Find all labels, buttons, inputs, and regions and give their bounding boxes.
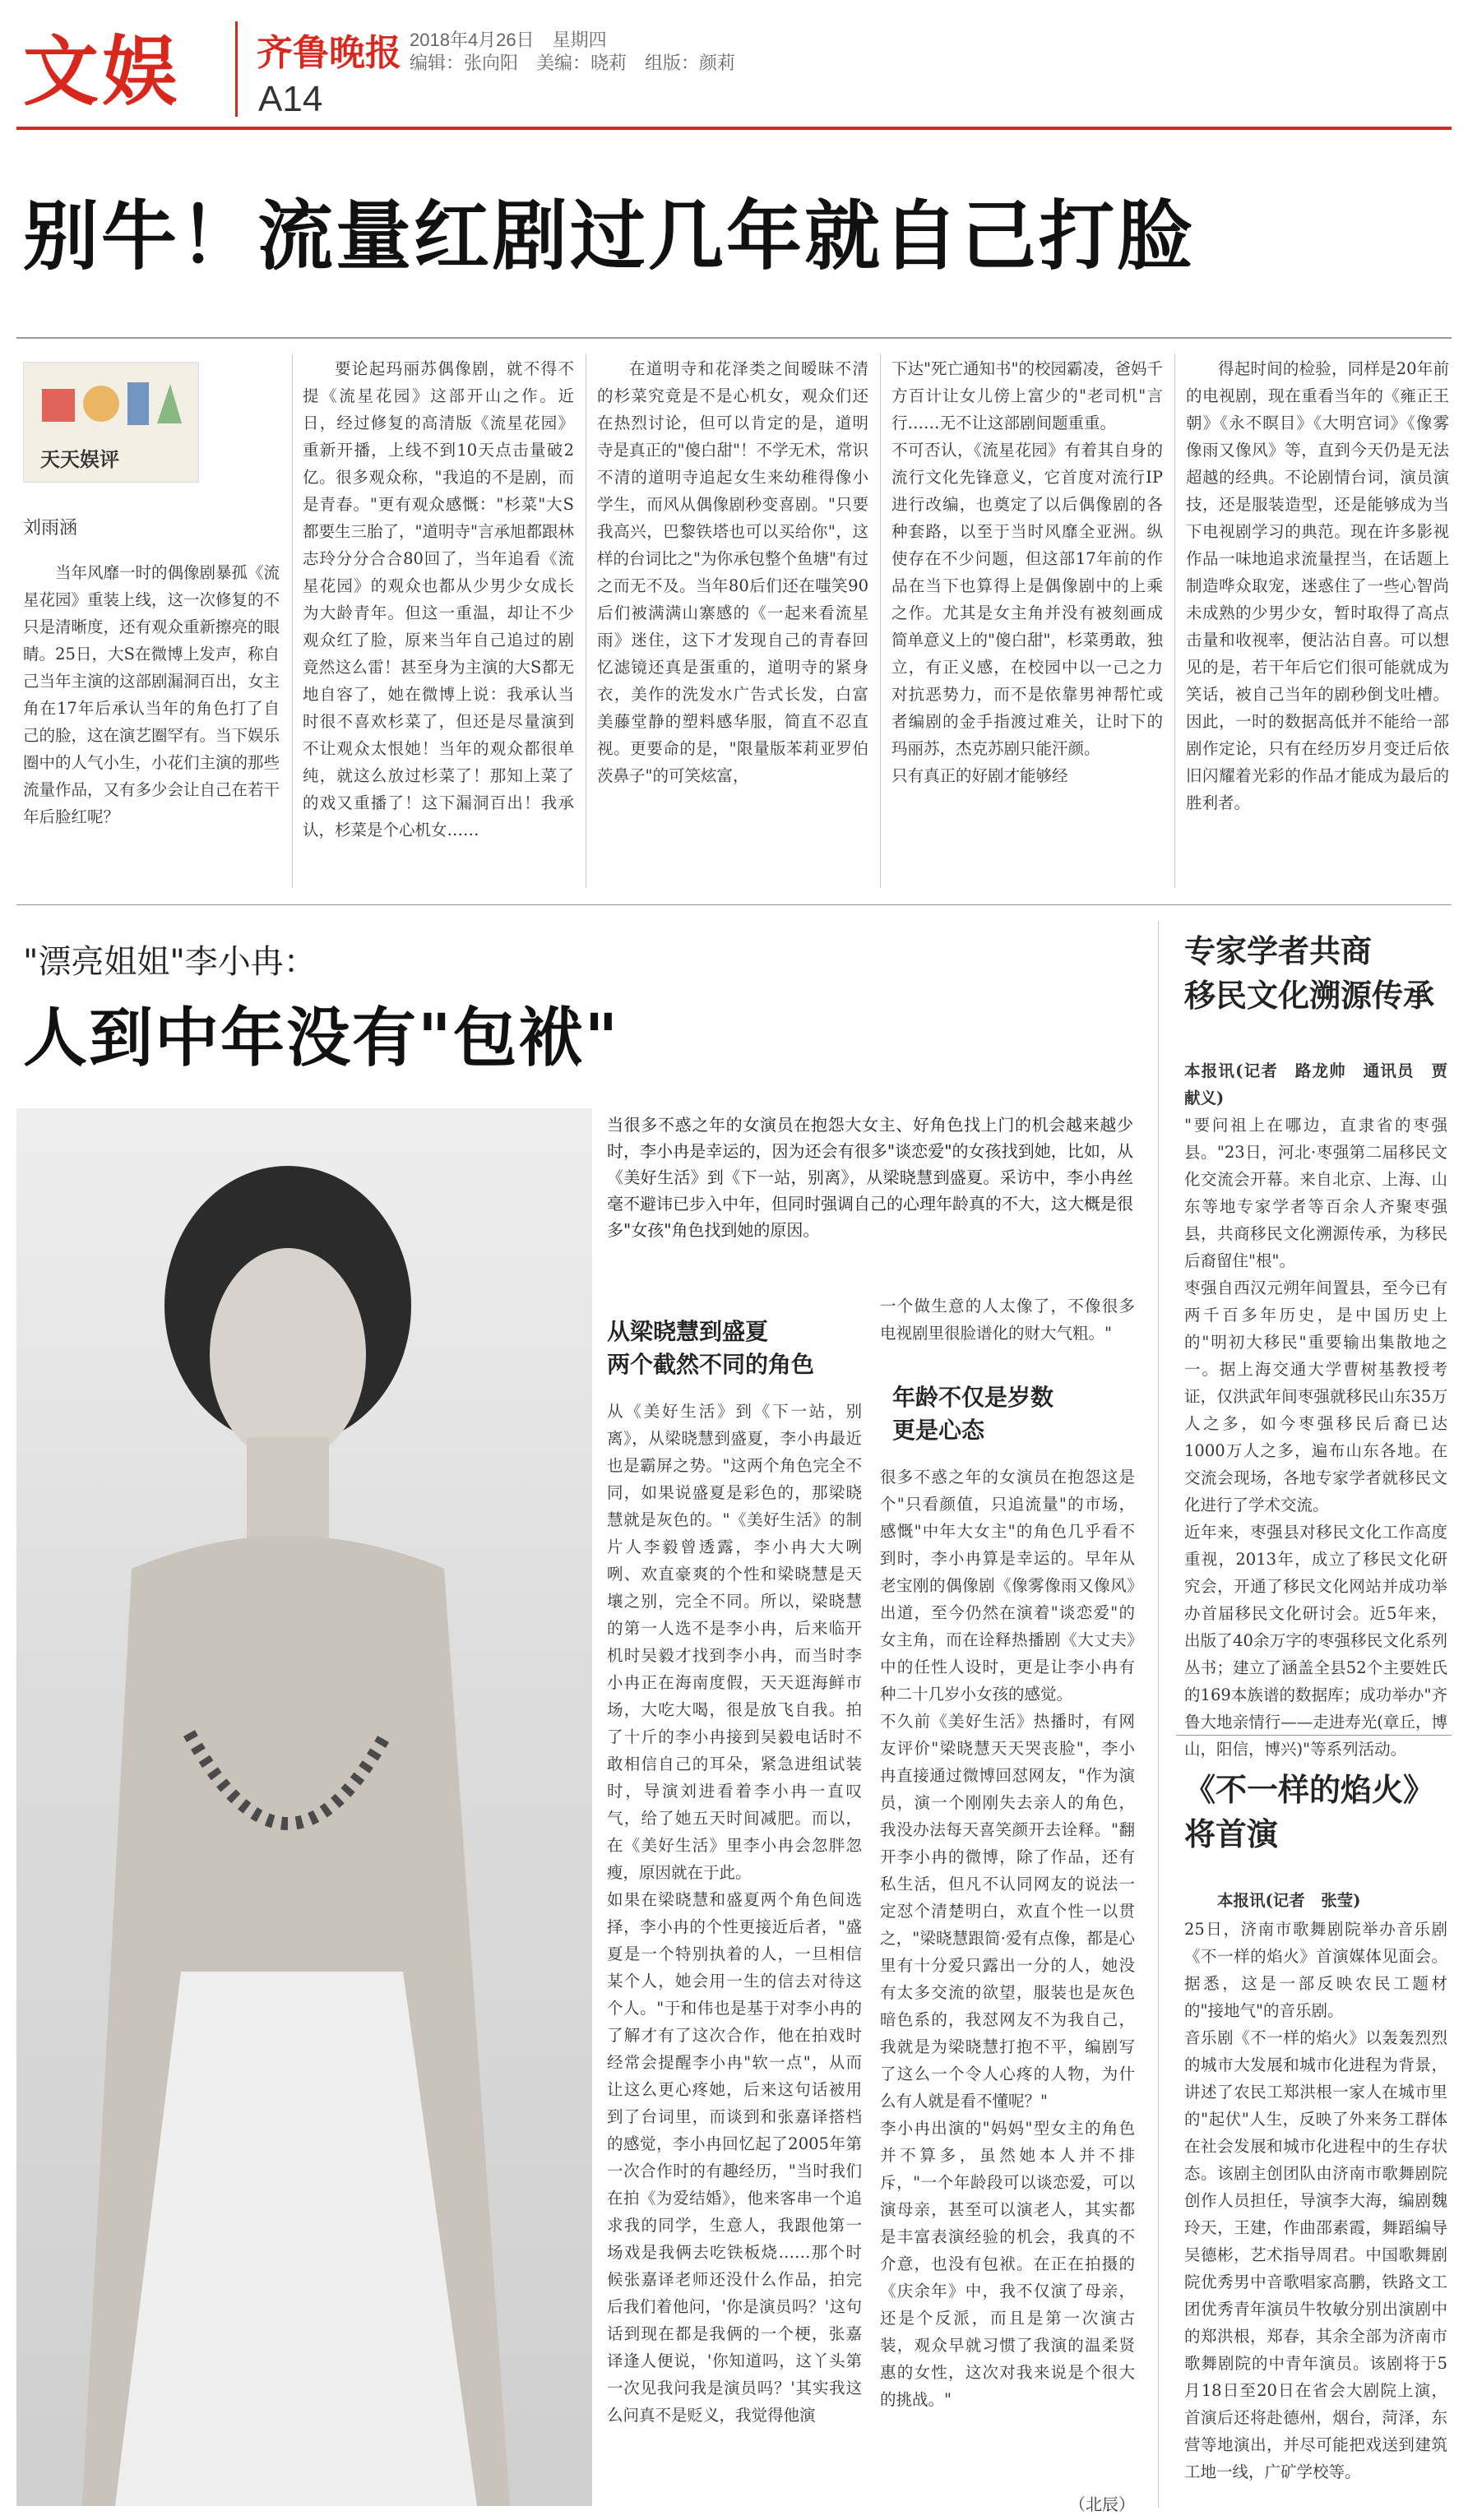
feature-intro: 当很多不惑之年的女演员在抱怨大女主、好角色找上门的机会越来越少时，李小冉是幸运的，因为还会有很多"谈恋爱"的女孩找到她，比如，从《美好生活》到《下一站，别离》，从梁晓慧到盛夏。采访中，李小冉丝毫不避讳已步入中年，但同时强调自己的心理年龄真的不大，这大概是很多"女孩"角色找到她的原因。: [607, 1115, 1133, 1240]
news1-headline: 专家学者共商 移民文化溯源传承: [1184, 933, 1435, 1014]
feature-column-b-top: 一个做生意的人太像了，不像很多电视剧里很脸谱化的财大气粗。": [880, 1297, 1135, 1343]
review-column-1: [23, 559, 280, 888]
feature-column-a: 从《美好生活》到《下一站，别离》，从梁晓慧到盛夏，李小冉最近也是霸屏之势。"这两个角色完全不同，如果说盛夏是彩色的，那梁晓慧就是灰色的。"《美好生活》的制片人李毅曾透露，李小冉大大咧咧、欢直豪爽的个性和梁晓慧是天壤之别，完全不同。所以，梁晓慧的第一人选不是李小冉，后来临开机时吴毅才找到李小冉，而当时李小冉正在海南度假，天天逛海鲜市场，大吃大喝，很是放飞自我。拍了十斤的李小冉接到吴毅电话时不敢相信自己的耳朵，紧急进组试装时，导演刘进看着李小冉一直叹气，给了她五天时间减肥。而以，在《美好生活》里李小冉会忽胖忽瘦，原因就在于此。 如果在梁晓慧和盛夏两个角色间选择，李小冉的个性更接近后者，"盛夏是一个特别执着的人，一旦相信某个人，她会用一生的信去对待这个人。"于和伟也是基于对李小冉的了解才有了这次合作，他在拍戏时经常会提醒李小冉"软一点"，从而让这么更心疼她，后来这句话被用到了台词里，而谈到和张嘉译搭档的感觉，李小冉回忆起了2005年第一次合作时的有趣经历，"当时我们在拍《为爱结婚》，他来客串一个追求我的同学，生意人，我跟他第一场戏是我俩去吃铁板烧……那个时候张嘉译老师还没什么作品，拍完后我们着他问，'你是演员吗？'这句话到现在都是我俩的一个梗，张嘉译逢人便说，'你知道吗，这丫头第一次见我问我是演员吗？'其实我这么问真不是贬义，我觉得他演: [607, 1402, 862, 2425]
page-number: A14: [258, 79, 323, 119]
review-paragraph: 要论起玛丽苏偶像剧，就不得不提《流星花园》这部开山之作。近日，经过修复的高清版《流星花园》重新开播，上线不到10天点击量破2亿。很多观众称，"我追的不是剧，而是青春。"更有观众感慨："杉菜"大S都要生三胎了，"道明寺"言承旭都跟林志玲分分合合80回了，当年追看《流星花园》的观众也都从少男少女成长为大龄青年。但这一重温，却让不少观众红了脸，原来当年自己追过的剧竟然这么雷！甚至身为主演的大S都无地自容了，她在微博上说：我承认当时很不喜欢杉菜了，但还是尽量演到不让观众太恨她！当年的观众都很单纯，就这么放过杉菜了！那知上菜了的戏又重播了！这下漏洞百出！我承认，杉菜是个心机女……: [303, 359, 574, 839]
column-rule: [1158, 921, 1159, 2508]
column-rule: [880, 354, 881, 888]
news1-byline: 本报讯(记者 路龙帅 通讯员 贾献义): [1184, 1061, 1447, 1107]
review-column-2: [303, 355, 574, 890]
news2-byline: 本报讯(记者 张莹): [1217, 1891, 1361, 1910]
portrait-illustration: [16, 1108, 592, 2506]
news2-body: 25日，济南市歌舞剧院举办音乐剧《不一样的焰火》首演媒体见面会。据悉，这是一部反映农民工题材的"接地气"的音乐剧。 音乐剧《不一样的焰火》以轰轰烈烈的城市大发展和城市化进程为背景，讲述了农民工郑洪根一家人在城市里的"起伏"人生，反映了外来务工群体在社会发展和城市化进程中的生存状态。该剧主创团队由济南市歌舞剧院创作人员担任，导演李大海，编剧魏玲天，王建，作曲邵素霞，舞蹈编导吴德彬，艺术指导周君。中国歌舞剧院优秀男中音歌唱家高鹏，铁路文工团优秀青年演员牛牧敏分别出演剧中的郑洪根，郑春，其余全部为济南市歌舞剧院的中青年演员。该剧将于5月18日至20日在省会大剧院上演，首演后还将赴德州，烟台，菏泽，东营等地演出，并尽可能把戏送到建筑工地一线，广矿学校等。: [1184, 1920, 1447, 2481]
feature-subhead-1: 从梁晓慧到盛夏 两个截然不同的角色: [607, 1318, 815, 1378]
date-line: 2018年4月26日 星期四: [410, 30, 607, 50]
headline-rule: [16, 337, 1452, 339]
feature-signature: （北辰）: [1069, 2495, 1135, 2514]
feature-column-b: 很多不惑之年的女演员在抱怨这是个"只看颜值，只追流量"的市场，感慨"中年大女主"的角色几乎看不到时，李小冉算是幸运的。早年从老宝刚的偶像剧《像雾像雨又像风》出道，至今仍然在演着"谈恋爱"的女主角，而在诠释热播剧《大丈夫》中的任性人设时，更是让李小冉有种二十几岁小女孩的感觉。 不久前《美好生活》热播时，有网友评价"梁晓慧天天哭丧脸"，李小冉直接通过微博回怼网友，"作为演员，演一个刚刚失去亲人的角色，我没办法每天喜笑颜开去诠释。"翻开李小冉的微博，除了作品，还有私生活，但凡不认同网友的说法一定怼个清楚明白，欢直个性一以贯之，"梁晓慧跟简·爱有点像，都是心里有十分爱只露出一分的人，她没有太多交流的欲望，服装也是灰色暗色系的，我怼网友不为我自己，我就是为梁晓慧打抱不平，编剧写了这么一个令人心疼的人物，为什么有人就是看不懂呢？" 李小冉出演的"妈妈"型女主的角色并不算多，虽然她本人并不排斥，"一个年龄段可以谈恋爱，可以演母亲，甚至可以演老人，其实都是丰富表演经验的机会，我真的不介意，也没有包袱。在正在拍摄的《庆余年》中，我不仅演了母亲，还是个反派，而且是第一次演古装，观众早就习惯了我演的温柔贤惠的女性，这次对我来说是个很大的挑战。": [880, 1468, 1135, 2409]
review-byline: 刘雨涵: [23, 518, 78, 539]
newspaper-logo: 齐鲁晚报: [257, 32, 401, 74]
masthead-rule: [16, 127, 1452, 130]
feature-headline: 人到中年没有"包袱": [23, 1001, 620, 1075]
news-rule: [1176, 1735, 1452, 1736]
section-rule: [16, 904, 1452, 905]
news1-body: "要问祖上在哪边，直隶省的枣强县。"23日，河北·枣强第二届移民文化交流会开幕。来自北京、上海、山东等地专家学者等百余人齐聚枣强县，共商移民文化溯源传承，为移民后裔留住"根"。 枣强自西汉元朔年间置县，至今已有两千百多年历史，是中国历史上的"明初大移民"重要输出集散地之一。据上海交通大学曹树基教授考证，仅洪武年间枣强就移民山东35万人之多，如今枣强移民后裔已达1000万人之多，遍布山东各地。在交流会现场，各地专家学者就移民文化进行了学术交流。 近年来，枣强县对移民文化工作高度重视，2013年，成立了移民文化研究会，开通了移民文化网站并成功举办首届移民文化研讨会。近5年来，出版了40余万字的枣强移民文化系列丛书；建立了涵盖全县52个主要姓氏的169本族谱的数据库；成功举办"齐鲁大地亲情行——走进寿光(章丘，博山，阳信，博兴)"等系列活动。: [1184, 1116, 1447, 1759]
news2-headline: 《不一样的焰火》 将首演: [1184, 1772, 1435, 1852]
column-logo: [23, 362, 199, 483]
entertainment-icon: [35, 374, 183, 432]
review-column-5: [1186, 355, 1449, 890]
column-rule: [292, 354, 293, 888]
review-column-4: 下达"死亡通知书"的校园霸凌，爸妈千方百计让女儿傍上富少的"老司机"言行……无不让这部剧间题重重。 不可否认，《流星花园》有着其自身的流行文化先锋意义，它首度对流行IP进行改编，也奠定了以后偶像剧的各种套路，以至于当时风靡全亚洲。纵使存在不少问题，但这部17年前的作品在当下也算得上是偶像剧中的上乘之作。尤其是女主角并没有被刻画成简单意义上的"傻白甜"，杉菜勇敢，独立，有正义感，在校园中以一己之力对抗恶势力，而不是依靠男神帮忙或者编剧的金手指渡过难关，让时下的玛丽苏，杰克苏剧只能汗颜。 只有真正的好剧才能够经: [891, 359, 1163, 785]
review-column-3: [597, 355, 868, 890]
review-paragraph: 当年风靡一时的偶像剧暴孤《流星花园》重装上线，这一次修复的不只是清晰度，还有观众重新擦亮的眼睛。25日，大S在微博上发声，称自己当年主演的这部剧漏洞百出，女主角在17年后承认当年的角色打了自己的脸，这在演艺圈罕有。当下娱乐圈中的人气小生，小花们主演的那些流量作品，又有多少会让自己在若干年后脸红呢？: [23, 563, 280, 826]
section-title: 文娱: [23, 28, 182, 116]
column-tag: 天天娱评: [40, 448, 119, 471]
review-paragraph: 得起时间的检验，同样是20年前的电视剧，现在重看当年的《雍正王朝》《永不瞑目》《大明宫词》《像雾像雨又像风》等，直到今天仍是无法超越的经典。不论剧情台词，演员演技，还是服装造型，还是能够成为当下电视剧学习的典范。现在许多影视作品一味地追求流量捏当，在话题上制造哗众取宠，迷惑住了一些心智尚未成熟的少男少女，暂时取得了高点击量和收视率，便沾沾自喜。可以想见的是，若干年后它们很可能就成为笑话，被自己当年的剧秒倒戈吐槽。因此，一时的数据高低并不能给一部剧作定论，只有在经历岁月变迁后依旧闪耀着光彩的作品才能成为最后的胜利者。: [1186, 359, 1449, 812]
review-headline: 别牛！流量红剧过几年就自己打脸: [23, 192, 1196, 280]
feature-photo: [16, 1108, 592, 2506]
staff-line: 编辑：张向阳 美编：晓莉 组版：颜莉: [410, 53, 736, 73]
column-rule: [1174, 354, 1175, 888]
review-paragraph: 在道明寺和花泽类之间暧昧不清的杉菜究竟是不是心机女，观众们还在热烈讨论，但可以肯定的是，道明寺是真正的"傻白甜"！不学无术，常识不清的道明寺追起女生来幼稚得像小学生，而风从偶像剧秒变喜剧。"只要我高兴，巴黎铁塔也可以买给你"，这样的台词比之"为你承包整个鱼塘"有过之而无不及。当年80后们还在嗤笑90后们被满满山寨感的《一起来看流星雨》迷住，这下才发现自己的青春回忆滤镜还真是蛋重的，道明寺的紧身衣，美作的洗发水广告式长发，白富美藤堂静的塑料感华服，简直不忍直视。更要命的是，"限量版苯莉亚罗伯茨鼻子"的可笑炫富，: [597, 359, 868, 785]
feature-kicker: "漂亮姐姐"李小冉：: [23, 943, 317, 981]
masthead-divider: [235, 21, 238, 117]
feature-subhead-2: 年龄不仅是岁数 更是心态: [892, 1384, 1054, 1444]
